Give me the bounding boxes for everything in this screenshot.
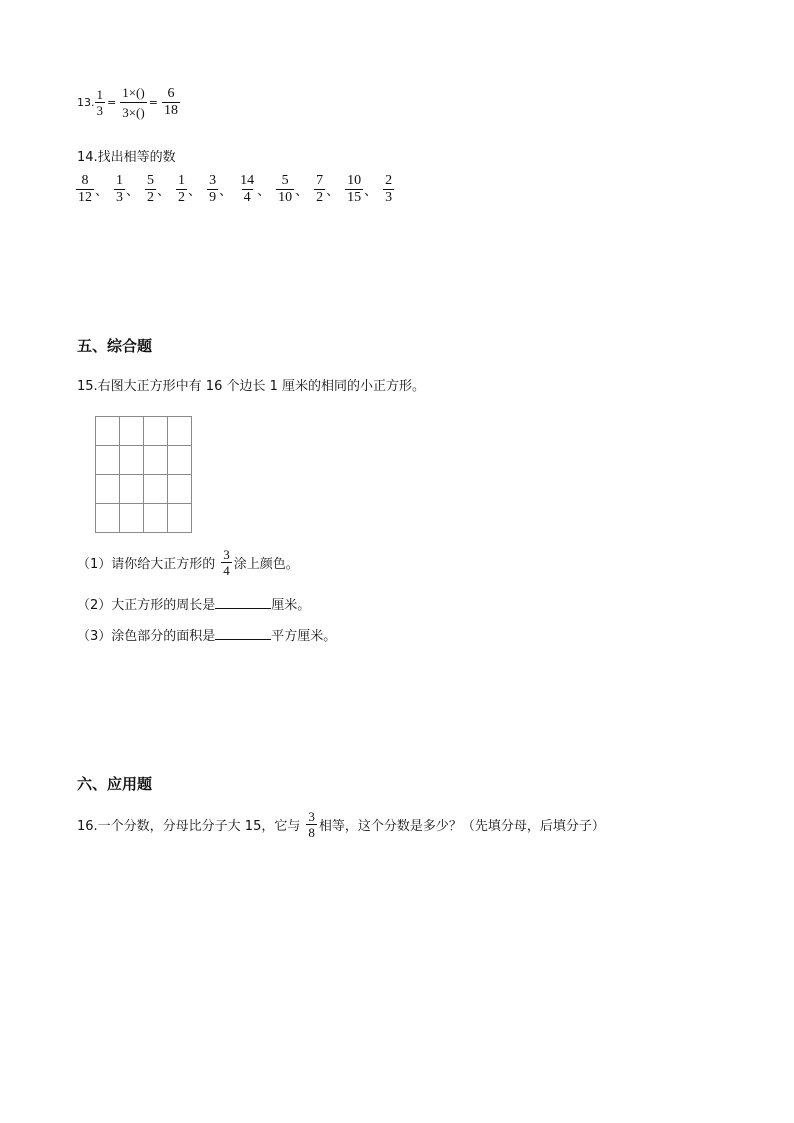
- grid-cell[interactable]: [168, 446, 192, 475]
- grid-cell[interactable]: [168, 504, 192, 533]
- grid-cell[interactable]: [144, 417, 168, 446]
- grid-cell[interactable]: [144, 504, 168, 533]
- grid-cell[interactable]: [120, 504, 144, 533]
- grid-cell[interactable]: [96, 504, 120, 533]
- separator: 、: [126, 184, 140, 199]
- separator: 、: [364, 184, 378, 199]
- grid-cell[interactable]: [96, 417, 120, 446]
- section-5-heading: 五、综合题: [77, 337, 153, 355]
- fraction-item: $\frac{14}{4}$: [240, 173, 255, 205]
- question-13: [77, 86, 180, 119]
- separator: 、: [257, 184, 271, 199]
- fraction-item: $\frac{3}{9}$: [209, 173, 217, 205]
- grid-cell[interactable]: [144, 446, 168, 475]
- grid-cell[interactable]: [168, 417, 192, 446]
- grid-cell[interactable]: [144, 475, 168, 504]
- fraction-6-18: $\frac{6}{18}$: [163, 86, 178, 118]
- question-15-part-1: （1）请你给大正方形的 $\frac{3}{4}$ 涂上颜色。: [77, 547, 299, 578]
- fraction-item: $\frac{8}{12}$: [78, 173, 92, 205]
- question-15-text: 15.右图大正方形中有 16 个边长 1 厘米的相同的小正方形。: [77, 379, 426, 394]
- fraction-item: $\frac{7}{2}$: [316, 173, 324, 205]
- separator: 、: [219, 184, 233, 199]
- separator: 、: [95, 184, 109, 199]
- question-15-part-2: （2）大正方形的周长是 厘米。: [77, 598, 311, 613]
- grid-cell[interactable]: [96, 446, 120, 475]
- separator: 、: [326, 184, 340, 199]
- answer-blank-perimeter[interactable]: [215, 596, 271, 609]
- equals-sign: =: [107, 96, 117, 109]
- fraction-item: $\frac{10}{15}$: [347, 173, 362, 205]
- fraction-1-3: $\frac{1}{3}$: [96, 87, 103, 118]
- grid-diagram: [95, 416, 192, 533]
- grid-cell[interactable]: [96, 475, 120, 504]
- fraction-item: $\frac{1}{3}$: [116, 173, 124, 205]
- question-14-title: 14.找出相等的数: [77, 150, 176, 165]
- separator: 、: [188, 184, 202, 199]
- question-14-fractions: [76, 174, 394, 205]
- equals-sign: =: [148, 96, 158, 109]
- fraction-item: $\frac{5}{10}$: [278, 173, 293, 205]
- section-6-heading: 六、应用题: [77, 775, 153, 793]
- grid-cell[interactable]: [120, 475, 144, 504]
- fraction-item: $\frac{2}{3}$: [385, 173, 393, 205]
- fraction-3-4: $\frac{3}{4}$: [223, 547, 230, 578]
- answer-blank-area[interactable]: [215, 627, 271, 640]
- fraction-item: $\frac{5}{2}$: [147, 173, 155, 205]
- fraction-item: $\frac{1}{2}$: [178, 173, 186, 205]
- question-15-part-3: （3）涂色部分的面积是 平方厘米。: [77, 629, 337, 644]
- grid-cell[interactable]: [120, 417, 144, 446]
- separator: 、: [295, 184, 309, 199]
- separator: 、: [157, 184, 171, 199]
- grid-cell[interactable]: [168, 475, 192, 504]
- question-16: 16.一个分数，分母比分子大 15，它与 $\frac{3}{8}$ 相等，这个分数是多少？（先填分母，后填分子）: [77, 809, 605, 840]
- grid-cell[interactable]: [120, 446, 144, 475]
- question-13-number: 13.: [77, 96, 95, 109]
- fraction-3-8: $\frac{3}{8}$: [308, 809, 315, 840]
- fraction-blank: $\frac{1\times()}{3\times()}$: [122, 85, 145, 120]
